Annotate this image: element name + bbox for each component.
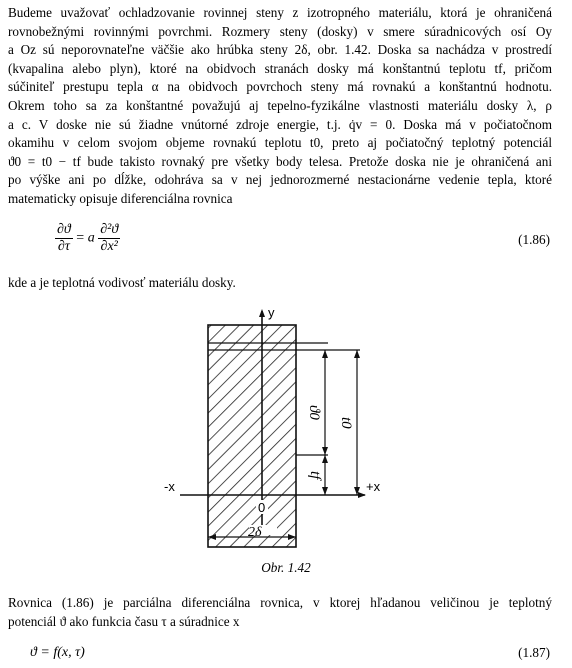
fraction-lhs: $\frac{\partial ϑ}{\partial\tau}$	[57, 222, 71, 254]
equation-number: (1.87)	[518, 645, 550, 660]
slab-hatched	[208, 325, 296, 547]
paragraph-definition	[8, 274, 552, 293]
label-y: y	[268, 305, 275, 320]
fraction-rhs: $\frac{\text{∂²ϑ}}{\text{∂x²}}$	[100, 222, 119, 254]
equation-number: (1.86)	[518, 232, 550, 247]
paragraph-description	[8, 594, 552, 631]
text-line: kde a je teplotná vodivosť materiálu dosky.	[8, 275, 236, 290]
figure-slab-diagram	[160, 305, 410, 557]
text-line: matematicky opisuje diferenciálna rovnica	[8, 190, 233, 206]
text-line: Rovnica (1.86) je parciálna diferenciálna rovnica, v ktorej hľadanou veličinou je teplotný	[8, 595, 552, 610]
text-line: potenciál ϑ ako funkcia času τ a súradnice x	[8, 613, 240, 629]
label-origin: 0	[258, 500, 266, 515]
y-axis-arrow	[259, 309, 265, 317]
figure-caption: Obr. 1.42	[261, 560, 311, 575]
label-x-positive: +x	[366, 479, 381, 494]
text-line: rovnobežnými rovinnými povrchmi. Rozmery steny (dosky) v smere súradnicových osí Oy	[8, 23, 552, 39]
label-theta0: ϑ0	[306, 405, 322, 420]
text-line: a c. V doske nie sú žiadne vnútorné zdroje energie, t.j. q̇v = 0. Doska má v počiatočnom	[8, 116, 552, 132]
paragraph-intro	[8, 4, 552, 209]
text-line: okamihu v celom svojom objeme rovnakú teplotu t0, preto aj počiatočný teplotný potenciál	[8, 135, 552, 151]
x-axis-arrow	[358, 492, 366, 498]
text-line: a Oz sú neporovnateľne väčšie ako hrúbka steny 2δ, obr. 1.42. Doska sa nachádza v prostredí	[8, 42, 552, 58]
label-thickness: 2δ	[248, 525, 262, 540]
text-line: ϑ0 = t0 − tf bude takisto rovnaký pre všetky body telesa. Pretože doska nie je ohraničená ani	[8, 153, 552, 169]
text-line: Okrem toho sa za konštantné považujú aj tepelno-fyzikálne vlastnosti materiálu dosky λ, ρ	[8, 97, 552, 113]
text-line: súčiniteľ prestupu tepla α na obidvoch povrchoch steny má rovnakú a konštantnú hodnotu.	[8, 79, 552, 95]
label-x-negative: -x	[164, 479, 175, 494]
label-tf: tf	[307, 471, 323, 480]
text-line: (kvapalina alebo plyn), ktoré na obidvoch stranách dosky má konštantnú teplotu tf, pričom	[8, 60, 552, 76]
text-line: po výške ani po dĺžke, odohráva sa v nej jednorozmerné nestacionárne vedenie tepla, ktoré	[8, 172, 552, 188]
text-line: Budeme uvažovať ochladzovanie rovinnej steny z izotropného materiálu, ktorá je ohraničená	[8, 5, 552, 20]
equation-1-87: ϑ = f(x, τ)	[30, 645, 85, 660]
label-t0: t0	[338, 417, 354, 429]
equation-1-86: $\frac{\partial ϑ}{\partial\tau}$ = a $\frac{\text{∂²ϑ}}{\text{∂x²}}$	[57, 222, 119, 254]
